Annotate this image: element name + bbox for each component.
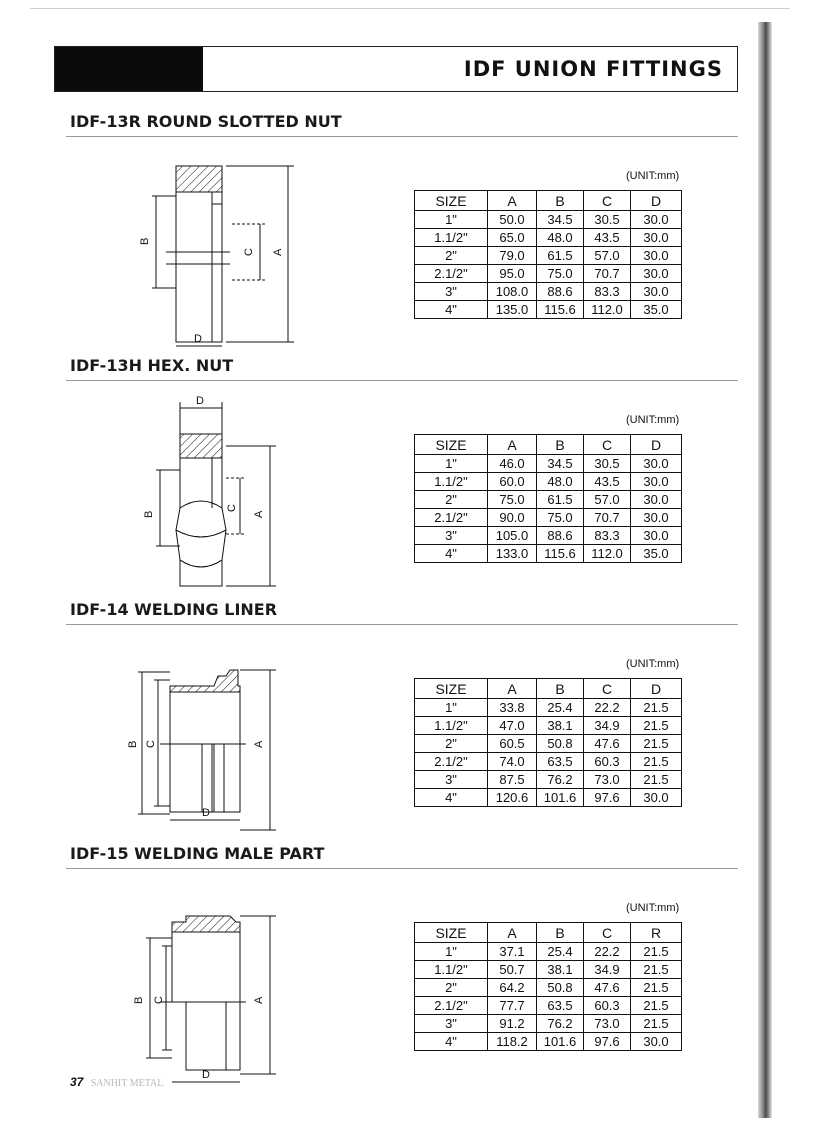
- col-header: SIZE: [415, 435, 488, 455]
- table-cell: 97.6: [584, 1033, 631, 1051]
- table-row: [415, 527, 682, 545]
- table-cell: 50.8: [537, 735, 584, 753]
- table-cell: 2.1/2": [415, 509, 488, 527]
- table-cell: 63.5: [537, 997, 584, 1015]
- table-cell: 22.2: [584, 699, 631, 717]
- section-title: IDF-13R ROUND SLOTTED NUT: [70, 112, 342, 131]
- table-row: [415, 997, 682, 1015]
- table-row: [415, 979, 682, 997]
- table-cell: 50.7: [488, 961, 537, 979]
- table-cell: 3": [415, 527, 488, 545]
- table-cell: 30.0: [631, 509, 682, 527]
- section-idf-13h: [66, 356, 738, 606]
- table-cell: 34.5: [537, 455, 584, 473]
- table-cell: 115.6: [537, 545, 584, 563]
- table-cell: 21.5: [631, 961, 682, 979]
- col-header: B: [537, 923, 584, 943]
- table-cell: 2": [415, 735, 488, 753]
- table-cell: 63.5: [537, 753, 584, 771]
- dim-d-label: D: [196, 395, 204, 407]
- table-cell: 21.5: [631, 1015, 682, 1033]
- table-cell: 4": [415, 301, 488, 319]
- table-cell: 50.8: [537, 979, 584, 997]
- table-cell: 120.6: [488, 789, 537, 807]
- table-cell: 21.5: [631, 735, 682, 753]
- table-cell: 2": [415, 979, 488, 997]
- table-cell: 2.1/2": [415, 753, 488, 771]
- section-rule: [66, 136, 738, 137]
- table-cell: 91.2: [488, 1015, 537, 1033]
- dim-d-label: D: [202, 807, 210, 819]
- hex-nut-drawing: [126, 390, 326, 600]
- col-header: A: [488, 679, 537, 699]
- table-row: [415, 1033, 682, 1051]
- table-cell: 61.5: [537, 247, 584, 265]
- table-cell: 43.5: [584, 473, 631, 491]
- table-cell: 88.6: [537, 283, 584, 301]
- table-row: [415, 301, 682, 319]
- round-slotted-nut-drawing: [126, 146, 326, 356]
- section-rule: [66, 380, 738, 381]
- table-cell: 61.5: [537, 491, 584, 509]
- table-cell: 115.6: [537, 301, 584, 319]
- table-cell: 79.0: [488, 247, 537, 265]
- table-row: [415, 473, 682, 491]
- table-cell: 87.5: [488, 771, 537, 789]
- table-cell: 3": [415, 1015, 488, 1033]
- hatched-section: [176, 166, 222, 192]
- col-header: B: [537, 191, 584, 211]
- table-cell: 75.0: [537, 265, 584, 283]
- table-cell: 112.0: [584, 301, 631, 319]
- table-header-row: [415, 923, 682, 943]
- dim-a-label: A: [253, 996, 265, 1004]
- table-cell: 64.2: [488, 979, 537, 997]
- table-cell: 90.0: [488, 509, 537, 527]
- table-cell: 60.3: [584, 753, 631, 771]
- col-header: D: [631, 191, 682, 211]
- table-cell: 35.0: [631, 545, 682, 563]
- table-cell: 34.9: [584, 717, 631, 735]
- table-header-row: [415, 191, 682, 211]
- table-row: [415, 771, 682, 789]
- section-idf-15: [66, 844, 738, 1094]
- table-cell: 30.0: [631, 455, 682, 473]
- table-cell: 38.1: [537, 717, 584, 735]
- dim-a-label: A: [253, 510, 265, 518]
- table-row: [415, 789, 682, 807]
- table-cell: 2": [415, 491, 488, 509]
- table-cell: 118.2: [488, 1033, 537, 1051]
- table-cell: 112.0: [584, 545, 631, 563]
- binding-edge: [758, 22, 772, 1118]
- col-header: SIZE: [415, 923, 488, 943]
- col-header: C: [584, 191, 631, 211]
- table-cell: 50.0: [488, 211, 537, 229]
- table-cell: 2.1/2": [415, 265, 488, 283]
- table-cell: 21.5: [631, 717, 682, 735]
- table-cell: 30.0: [631, 265, 682, 283]
- section-title: IDF-14 WELDING LINER: [70, 600, 278, 619]
- spec-table: [414, 190, 682, 319]
- table-cell: 46.0: [488, 455, 537, 473]
- section-idf-14: [66, 600, 738, 850]
- table-cell: 57.0: [584, 247, 631, 265]
- table-cell: 3": [415, 771, 488, 789]
- col-header: C: [584, 679, 631, 699]
- table-row: [415, 491, 682, 509]
- top-rule: [30, 8, 790, 9]
- table-cell: 30.0: [631, 491, 682, 509]
- col-header: D: [631, 679, 682, 699]
- dim-c-label: C: [226, 504, 238, 512]
- table-row: [415, 455, 682, 473]
- table-cell: 47.6: [584, 735, 631, 753]
- table-cell: 77.7: [488, 997, 537, 1015]
- table-cell: 3": [415, 283, 488, 301]
- table-cell: 21.5: [631, 771, 682, 789]
- hatched-section: [170, 670, 240, 692]
- table-cell: 101.6: [537, 1033, 584, 1051]
- table-cell: 30.0: [631, 283, 682, 301]
- page-footer: [70, 1075, 163, 1089]
- dim-d-label: D: [194, 333, 202, 345]
- dim-b-label: B: [133, 996, 145, 1004]
- table-cell: 30.0: [631, 473, 682, 491]
- table-cell: 1.1/2": [415, 717, 488, 735]
- welding-male-part-drawing: [126, 878, 326, 1088]
- section-rule: [66, 624, 738, 625]
- spec-table: [414, 678, 682, 807]
- hatched-section: [172, 916, 240, 932]
- col-header: B: [537, 679, 584, 699]
- table-cell: 2.1/2": [415, 997, 488, 1015]
- liner-body: [170, 692, 240, 812]
- table-row: [415, 509, 682, 527]
- table-cell: 65.0: [488, 229, 537, 247]
- page-number: 37: [70, 1075, 84, 1089]
- dim-b-label: B: [127, 740, 139, 748]
- table-cell: 30.0: [631, 211, 682, 229]
- table-cell: 4": [415, 545, 488, 563]
- dim-c-label: C: [153, 996, 165, 1004]
- col-header: SIZE: [415, 679, 488, 699]
- table-cell: 73.0: [584, 1015, 631, 1033]
- unit-label: (UNIT:mm): [626, 170, 680, 182]
- table-cell: 21.5: [631, 997, 682, 1015]
- hatched-section: [180, 434, 222, 458]
- table-cell: 34.9: [584, 961, 631, 979]
- table-row: [415, 943, 682, 961]
- dim-c-label: C: [145, 740, 157, 748]
- table-cell: 83.3: [584, 527, 631, 545]
- dim-b-label: B: [139, 237, 151, 245]
- table-cell: 70.7: [584, 265, 631, 283]
- table-cell: 30.5: [584, 211, 631, 229]
- table-cell: 35.0: [631, 301, 682, 319]
- table-cell: 74.0: [488, 753, 537, 771]
- table-row: [415, 699, 682, 717]
- table-cell: 1": [415, 699, 488, 717]
- table-cell: 133.0: [488, 545, 537, 563]
- section-title: IDF-15 WELDING MALE PART: [70, 844, 325, 863]
- table-cell: 47.0: [488, 717, 537, 735]
- section-rule: [66, 868, 738, 869]
- col-header: A: [488, 435, 537, 455]
- table-row: [415, 717, 682, 735]
- table-row: [415, 211, 682, 229]
- table-cell: 76.2: [537, 771, 584, 789]
- table-cell: 48.0: [537, 229, 584, 247]
- table-cell: 43.5: [584, 229, 631, 247]
- table-cell: 30.5: [584, 455, 631, 473]
- table-cell: 21.5: [631, 943, 682, 961]
- table-cell: 97.6: [584, 789, 631, 807]
- spec-table: [414, 434, 682, 563]
- male-part-body: [172, 932, 240, 1002]
- table-cell: 1.1/2": [415, 229, 488, 247]
- table-row: [415, 265, 682, 283]
- col-header: SIZE: [415, 191, 488, 211]
- welding-liner-drawing: [126, 634, 326, 844]
- page-banner: [54, 46, 738, 92]
- unit-label: (UNIT:mm): [626, 658, 680, 670]
- col-header: R: [631, 923, 682, 943]
- table-cell: 21.5: [631, 699, 682, 717]
- table-cell: 30.0: [631, 229, 682, 247]
- table-cell: 21.5: [631, 753, 682, 771]
- table-cell: 4": [415, 1033, 488, 1051]
- section-title: IDF-13H HEX. NUT: [70, 356, 234, 375]
- table-cell: 1": [415, 455, 488, 473]
- dim-c-label: C: [243, 248, 255, 256]
- spec-table: [414, 922, 682, 1051]
- table-cell: 47.6: [584, 979, 631, 997]
- table-cell: 83.3: [584, 283, 631, 301]
- table-cell: 30.0: [631, 1033, 682, 1051]
- col-header: B: [537, 435, 584, 455]
- table-cell: 1": [415, 943, 488, 961]
- table-cell: 30.0: [631, 527, 682, 545]
- dim-b-label: B: [143, 510, 155, 518]
- section-idf-13r: [66, 112, 738, 362]
- table-cell: 76.2: [537, 1015, 584, 1033]
- table-cell: 75.0: [488, 491, 537, 509]
- table-cell: 60.0: [488, 473, 537, 491]
- hex-face: [180, 560, 222, 586]
- table-cell: 1.1/2": [415, 473, 488, 491]
- table-row: [415, 735, 682, 753]
- dim-a-label: A: [272, 248, 284, 256]
- col-header: A: [488, 923, 537, 943]
- table-row: [415, 961, 682, 979]
- unit-label: (UNIT:mm): [626, 902, 680, 914]
- col-header: C: [584, 435, 631, 455]
- table-cell: 60.3: [584, 997, 631, 1015]
- hex-face: [176, 530, 226, 567]
- table-cell: 75.0: [537, 509, 584, 527]
- table-row: [415, 247, 682, 265]
- table-header-row: [415, 435, 682, 455]
- table-cell: 101.6: [537, 789, 584, 807]
- table-cell: 30.0: [631, 247, 682, 265]
- dim-a-label: A: [253, 740, 265, 748]
- table-row: [415, 545, 682, 563]
- table-cell: 1.1/2": [415, 961, 488, 979]
- dim-d-label: D: [202, 1069, 210, 1081]
- table-cell: 34.5: [537, 211, 584, 229]
- table-cell: 60.5: [488, 735, 537, 753]
- table-cell: 88.6: [537, 527, 584, 545]
- col-header: A: [488, 191, 537, 211]
- table-cell: 25.4: [537, 699, 584, 717]
- table-cell: 95.0: [488, 265, 537, 283]
- table-cell: 105.0: [488, 527, 537, 545]
- table-cell: 21.5: [631, 979, 682, 997]
- table-cell: 2": [415, 247, 488, 265]
- table-cell: 30.0: [631, 789, 682, 807]
- table-cell: 57.0: [584, 491, 631, 509]
- banner-black-block: [55, 47, 203, 91]
- table-cell: 108.0: [488, 283, 537, 301]
- table-row: [415, 283, 682, 301]
- table-cell: 38.1: [537, 961, 584, 979]
- table-cell: 135.0: [488, 301, 537, 319]
- col-header: C: [584, 923, 631, 943]
- table-header-row: [415, 679, 682, 699]
- table-cell: 48.0: [537, 473, 584, 491]
- hex-face: [176, 501, 226, 537]
- table-row: [415, 1015, 682, 1033]
- table-cell: 73.0: [584, 771, 631, 789]
- unit-label: (UNIT:mm): [626, 414, 680, 426]
- table-cell: 33.8: [488, 699, 537, 717]
- table-row: [415, 753, 682, 771]
- table-cell: 70.7: [584, 509, 631, 527]
- page-title: IDF UNION FITTINGS: [463, 57, 723, 81]
- table-cell: 22.2: [584, 943, 631, 961]
- col-header: D: [631, 435, 682, 455]
- table-cell: 4": [415, 789, 488, 807]
- table-cell: 25.4: [537, 943, 584, 961]
- table-row: [415, 229, 682, 247]
- table-cell: 1": [415, 211, 488, 229]
- brand-watermark: SANHIT METAL: [90, 1078, 164, 1089]
- table-cell: 37.1: [488, 943, 537, 961]
- nut-body: [176, 192, 222, 342]
